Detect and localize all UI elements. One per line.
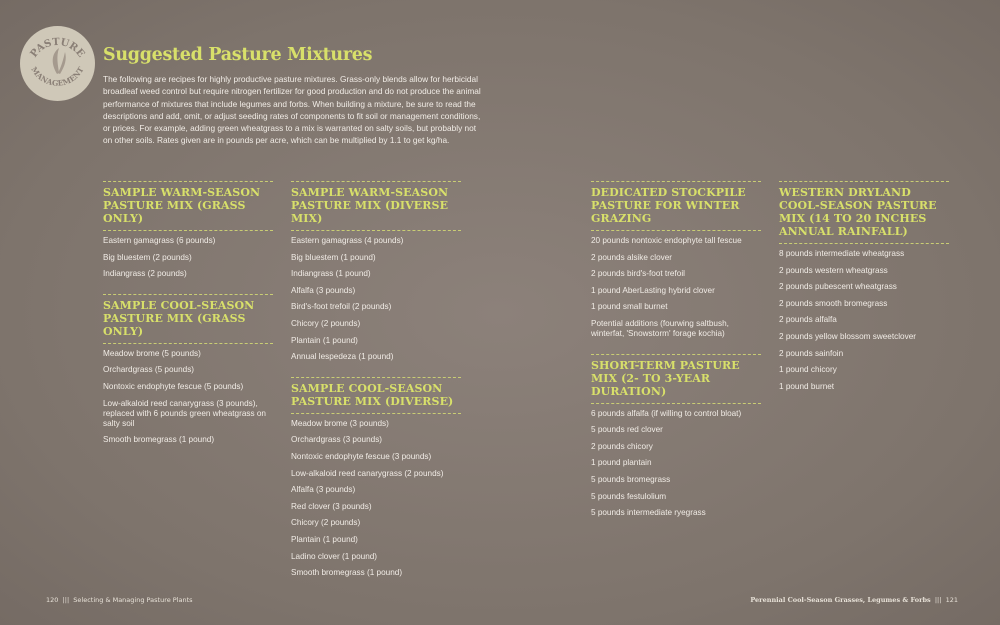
list-item: Nontoxic endophyte fescue (5 pounds) [103,381,244,391]
list-item: Big bluestem (1 pound) [291,252,376,262]
list-item: 1 pound chicory [779,365,837,375]
section-heading: SAMPLE COOL-SEASON PASTURE MIX (DIVERSE) [291,382,461,414]
list-item: 2 pounds smooth bromegrass [779,298,888,308]
section-heading: WESTERN DRYLAND COOL-SEASON PASTURE MIX (14 TO 20 INCHES ANNUAL RAINFALL) [779,186,949,244]
list-item: Big bluestem (2 pounds) [103,252,192,262]
list-item: 2 pounds pubescent wheatgrass [779,282,897,292]
footer-separator: ||| [934,596,942,604]
list-item: Meadow brome (3 pounds) [291,418,389,428]
list-item: 6 pounds alfalfa (if willing to control bloat) [591,408,742,418]
list-item: 5 pounds festulolium [591,491,667,501]
list-item: Red clover (3 pounds) [291,501,372,511]
mix-section [103,181,273,294]
list-item: Alfalfa (3 pounds) [291,285,356,295]
list-item: 2 pounds alsike clover [591,252,673,262]
svg-text:PASTURE: PASTURE [28,36,87,60]
column-3 [591,181,761,533]
column-1 [103,181,273,460]
list-item: Eastern gamagrass (6 pounds) [103,236,216,245]
list-item: 5 pounds red clover [591,425,663,435]
grass-leaf-icon [53,48,66,74]
list-item: 2 pounds yellow blossom sweetclover [779,331,916,341]
right-footer [750,596,958,604]
section-heading: SAMPLE WARM-SEASON PASTURE MIX (DIVERSE MIX) [291,186,461,231]
list-item: 2 pounds chicory [591,441,653,451]
left-footer [46,596,193,604]
running-title: Selecting & Managing Pasture Plants [73,596,193,604]
mix-section [291,377,461,593]
footer-separator: ||| [62,596,70,604]
page-title: Suggested Pasture Mixtures [103,45,373,65]
section-heading: SAMPLE COOL-SEASON PASTURE MIX (GRASS ONLY) [103,299,273,344]
mix-section [591,354,761,533]
list-item: Low-alkaloid reed canarygrass (3 pounds), replaced with 6 pounds green wheatgrass on salty soil [103,398,266,428]
list-item: 5 pounds bromegrass [591,474,671,484]
list-item: 2 pounds western wheatgrass [779,265,888,275]
list-item: 2 pounds sainfoin [779,348,844,358]
page-number: 121 [945,596,958,604]
list-item: 2 pounds bird's-foot trefoil [591,269,685,279]
list-item: Eastern gamagrass (4 pounds) [291,236,404,245]
list-item: Potential additions (fourwing saltbush, winterfat, 'Snowstorm' forage kochia) [591,318,729,338]
list-item: Nontoxic endophyte fescue (3 pounds) [291,451,432,461]
list-item: Orchardgrass (3 pounds) [291,435,383,445]
list-item: 20 pounds nontoxic endophyte tall fescue [591,236,742,245]
list-item: Alfalfa (3 pounds) [291,485,356,495]
mix-section [291,181,461,377]
list-item: Chicory (2 pounds) [291,518,361,528]
list-item: Smooth bromegrass (1 pound) [291,568,403,578]
column-2 [291,181,461,593]
list-item: Chicory (2 pounds) [291,318,361,328]
mix-section [779,181,949,406]
column-4 [779,181,949,406]
list-item: Meadow brome (5 pounds) [103,348,201,358]
list-item: 2 pounds alfalfa [779,315,837,325]
list-item: Low-alkaloid reed canarygrass (2 pounds) [291,468,444,478]
list-item: Plantain (1 pound) [291,534,358,544]
list-item: Annual lespedeza (1 pound) [291,352,394,362]
section-heading: SHORT-TERM PASTURE MIX (2- TO 3-YEAR DURATION) [591,359,761,404]
pasture-management-logo [20,26,95,101]
section-heading: DEDICATED STOCKPILE PASTURE FOR WINTER GRAZING [591,186,761,231]
list-item: Indiangrass (2 pounds) [103,269,187,279]
list-item: Orchardgrass (5 pounds) [103,365,195,375]
running-title: Perennial Cool-Season Grasses, Legumes & Forbs [750,596,931,604]
list-item: Bird's-foot trefoil (2 pounds) [291,302,392,312]
list-item: Ladino clover (1 pound) [291,551,378,561]
list-item: 1 pound small burnet [591,302,668,312]
mix-section [103,294,273,460]
intro-paragraph: The following are recipes for highly productive pasture mixtures. Grass-only blends allow for herbicidal broadleaf weed control but require nitrogen fertilizer for good production and do not produce the animal performance of mixtures that include legumes and forbs. When building a mixture, be sure to read the descriptions and add, omit, or adjust seeding rates of components to fit soil or management conditions, or prices. For example, adding green wheatgrass to a mix is warranted on salty soils, but probably not on other soils. Rates given are in pounds per acre, which can be multiplied by 1.1 to get kg/ha. [103,74,481,146]
list-item: 1 pound AberLasting hybrid clover [591,285,715,295]
mix-section [591,181,761,354]
list-item: 1 pound burnet [779,381,835,391]
list-item: Plantain (1 pound) [291,335,358,345]
page-number: 120 [46,596,59,604]
svg-text:MANAGEMENT: MANAGEMENT [29,65,86,88]
list-item: 8 pounds intermediate wheatgrass [779,249,905,258]
list-item: Smooth bromegrass (1 pound) [103,435,215,445]
list-item: 5 pounds intermediate ryegrass [591,508,706,518]
list-item: Indiangrass (1 pound) [291,269,371,279]
list-item: 1 pound plantain [591,458,652,468]
section-heading: SAMPLE WARM-SEASON PASTURE MIX (GRASS ONLY) [103,186,273,231]
